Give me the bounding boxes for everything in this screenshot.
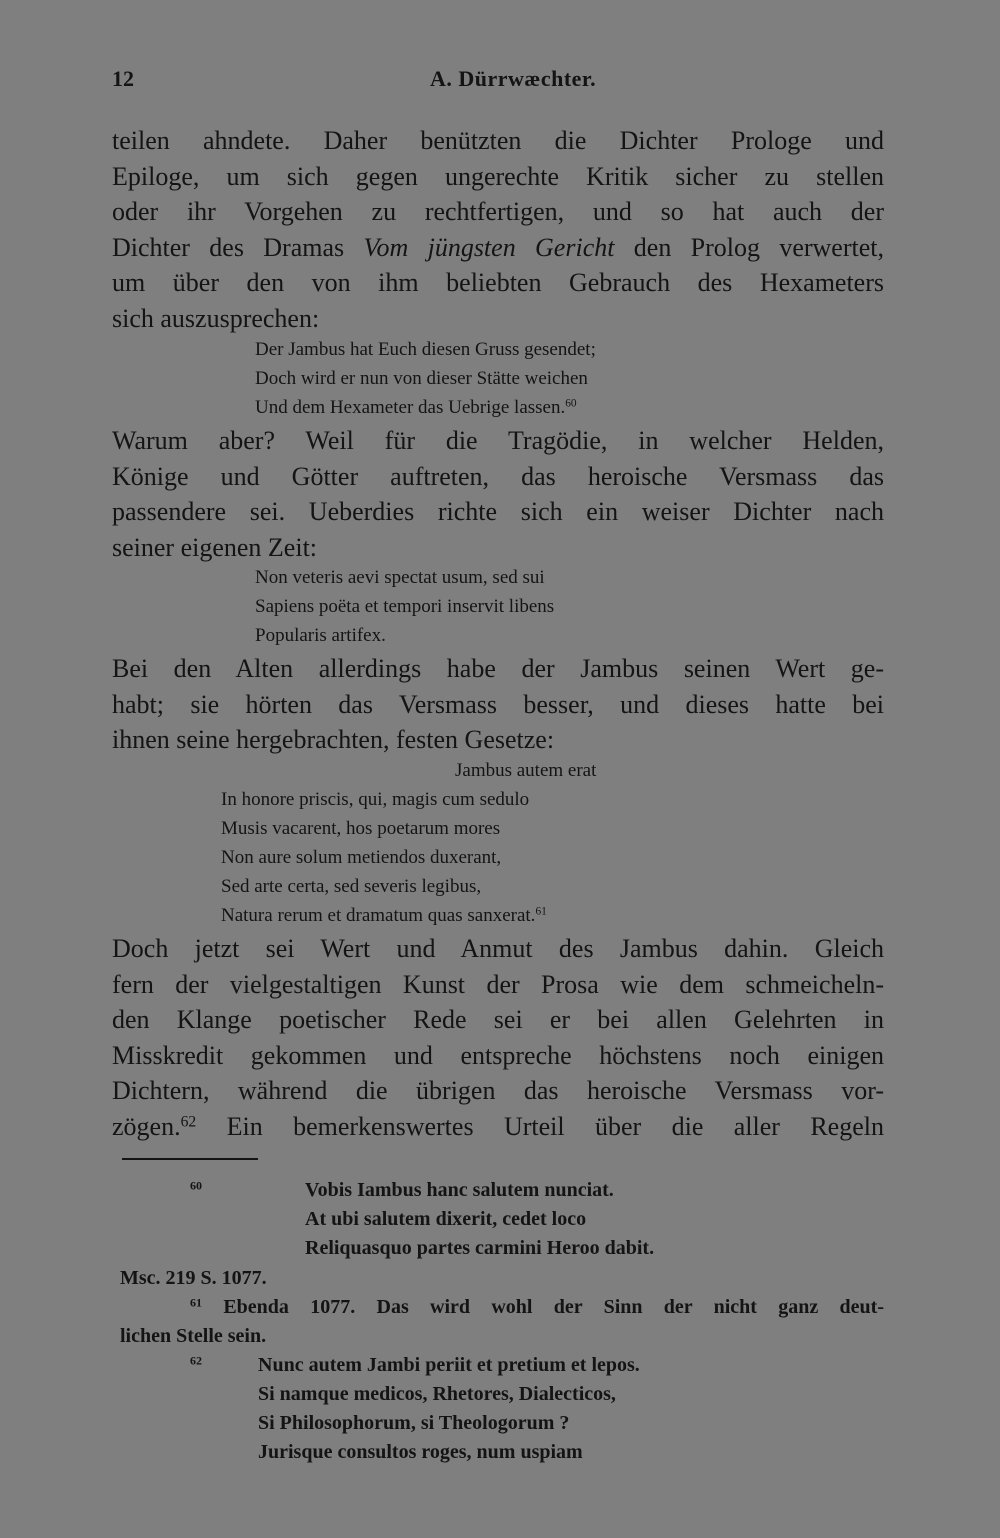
verse-line: Doch wird er nun von dieser Stätte weichen xyxy=(255,368,588,389)
footnote-60-number xyxy=(190,1176,202,1205)
footnote-62-number xyxy=(190,1351,202,1380)
page-number: 12 xyxy=(112,66,134,91)
text-segment: den Prolog verwertet, xyxy=(614,232,884,262)
verse-text: Und dem Hexameter das Uebrige lassen. xyxy=(255,397,566,418)
text-line: den Klange poetischer Rede sei er bei allen Gelehrten in xyxy=(112,1005,884,1034)
verse-line xyxy=(255,393,596,422)
text-segment: Ein bemerkenswertes Urteil über die aller Regeln xyxy=(196,1111,884,1141)
footnote-ref: 60 xyxy=(565,397,577,410)
verse-line: Sed arte certa, sed severis legibus, xyxy=(221,876,482,897)
verse-line: In honore priscis, qui, magis cum sedulo xyxy=(221,789,530,810)
verse-quote-3 xyxy=(221,756,596,930)
text-line: Epiloge, um sich gegen ungerechte Kritik sicher zu stellen xyxy=(112,161,884,191)
footnote-61-cont: lichen Stelle sein. xyxy=(120,1325,267,1347)
footnote-line: Si Philosophorum, si Theologorum ? xyxy=(258,1412,570,1434)
verse-line: Sapiens poëta et tempori inservit libens xyxy=(255,596,555,617)
text-line: Warum aber? Weil für die Tragödie, in welcher Helden, xyxy=(112,426,884,455)
text-line: Könige und Götter auftreten, das heroische Versmass das xyxy=(112,461,884,491)
verse-line: Jambus autem erat xyxy=(455,760,597,781)
verse-line: Non aure solum metiendos duxerant, xyxy=(221,847,502,868)
footnote-line xyxy=(190,1293,884,1322)
verse-line: Musis vacarent, hos poetarum mores xyxy=(221,818,501,839)
footnote-line: Nunc autem Jambi periit et pretium et lepos. xyxy=(258,1354,640,1376)
footnote-line: Si namque medicos, Rhetores, Dialecticos, xyxy=(258,1383,616,1405)
running-head: A. Dürrwæchter. xyxy=(430,66,597,91)
verse-line: Non veteris aevi spectat usum, sed sui xyxy=(255,567,545,588)
footnote-60-source: Msc. 219 S. 1077. xyxy=(120,1267,267,1289)
text-line: Bei den Alten allerdings habe der Jambus seinen Wert ge- xyxy=(112,654,884,683)
footnote-ref: 61 xyxy=(535,905,547,918)
footnote-61 xyxy=(190,1293,884,1322)
footnote-number: 62 xyxy=(190,1353,202,1368)
verse-quote-1 xyxy=(255,335,596,422)
text-line: teilen ahndete. Daher benützten die Dichter Prologe und xyxy=(112,126,884,155)
verse-line: Der Jambus hat Euch diesen Gruss gesendet; xyxy=(255,339,596,360)
drama-title: Vom jüngsten Gericht xyxy=(363,232,615,262)
verse-quote-2 xyxy=(255,563,554,650)
text-line: passendere sei. Ueberdies richte sich ein weiser Dichter nach xyxy=(112,497,884,526)
footnote-line: Vobis Iambus hanc salutem nunciat. xyxy=(305,1179,614,1201)
verse-line xyxy=(221,901,596,930)
footnote-number: 60 xyxy=(190,1178,202,1193)
footnote-ref: 62 xyxy=(180,1112,197,1130)
text-line: habt; sie hörten das Versmass besser, und dieses hatte bei xyxy=(112,689,884,719)
paragraph-3 xyxy=(112,651,884,758)
footnote-line: Reliquasquo partes carmini Heroo dabit. xyxy=(305,1237,655,1259)
paragraph-1 xyxy=(112,123,884,336)
footnote-line: Jurisque consultos roges, num uspiam xyxy=(258,1441,583,1463)
text-line: Misskredit gekommen und entspreche höchstens noch einigen xyxy=(112,1040,884,1070)
text-line: seiner eigenen Zeit: xyxy=(112,532,318,562)
footnote-60-verse xyxy=(305,1176,654,1263)
footnote-number: 61 xyxy=(190,1295,202,1310)
text-segment: Dichter des Dramas xyxy=(112,232,364,262)
text-line xyxy=(112,230,884,266)
text-line: Doch jetzt sei Wert und Anmut des Jambus dahin. Gleich xyxy=(112,934,884,963)
text-line: um über den von ihm beliebten Gebrauch des Hexameters xyxy=(112,268,884,297)
verse-text: Natura rerum et dramatum quas sanxerat. xyxy=(221,905,536,926)
verse-line: Popularis artifex. xyxy=(255,625,386,646)
footnote-line: At ubi salutem dixerit, cedet loco xyxy=(305,1208,587,1230)
paragraph-2 xyxy=(112,423,884,565)
footnote-text: Ebenda 1077. Das wird wohl der Sinn der nicht ganz deut- xyxy=(223,1296,884,1318)
text-line xyxy=(112,1109,884,1145)
footnote-62-verse xyxy=(258,1351,640,1467)
text-segment: zögen. xyxy=(112,1111,181,1141)
paragraph-4 xyxy=(112,931,884,1144)
text-line: sich auszusprechen: xyxy=(112,303,320,333)
text-line: Dichtern, während die übrigen das heroische Versmass vor- xyxy=(112,1076,884,1105)
text-line: ihnen seine hergebrachten, festen Gesetze: xyxy=(112,725,555,754)
footnote-separator xyxy=(122,1158,258,1160)
text-line: fern der vielgestaltigen Kunst der Prosa wie dem schmeicheln- xyxy=(112,969,884,999)
text-line: oder ihr Vorgehen zu rechtfertigen, und so hat auch der xyxy=(112,197,884,226)
